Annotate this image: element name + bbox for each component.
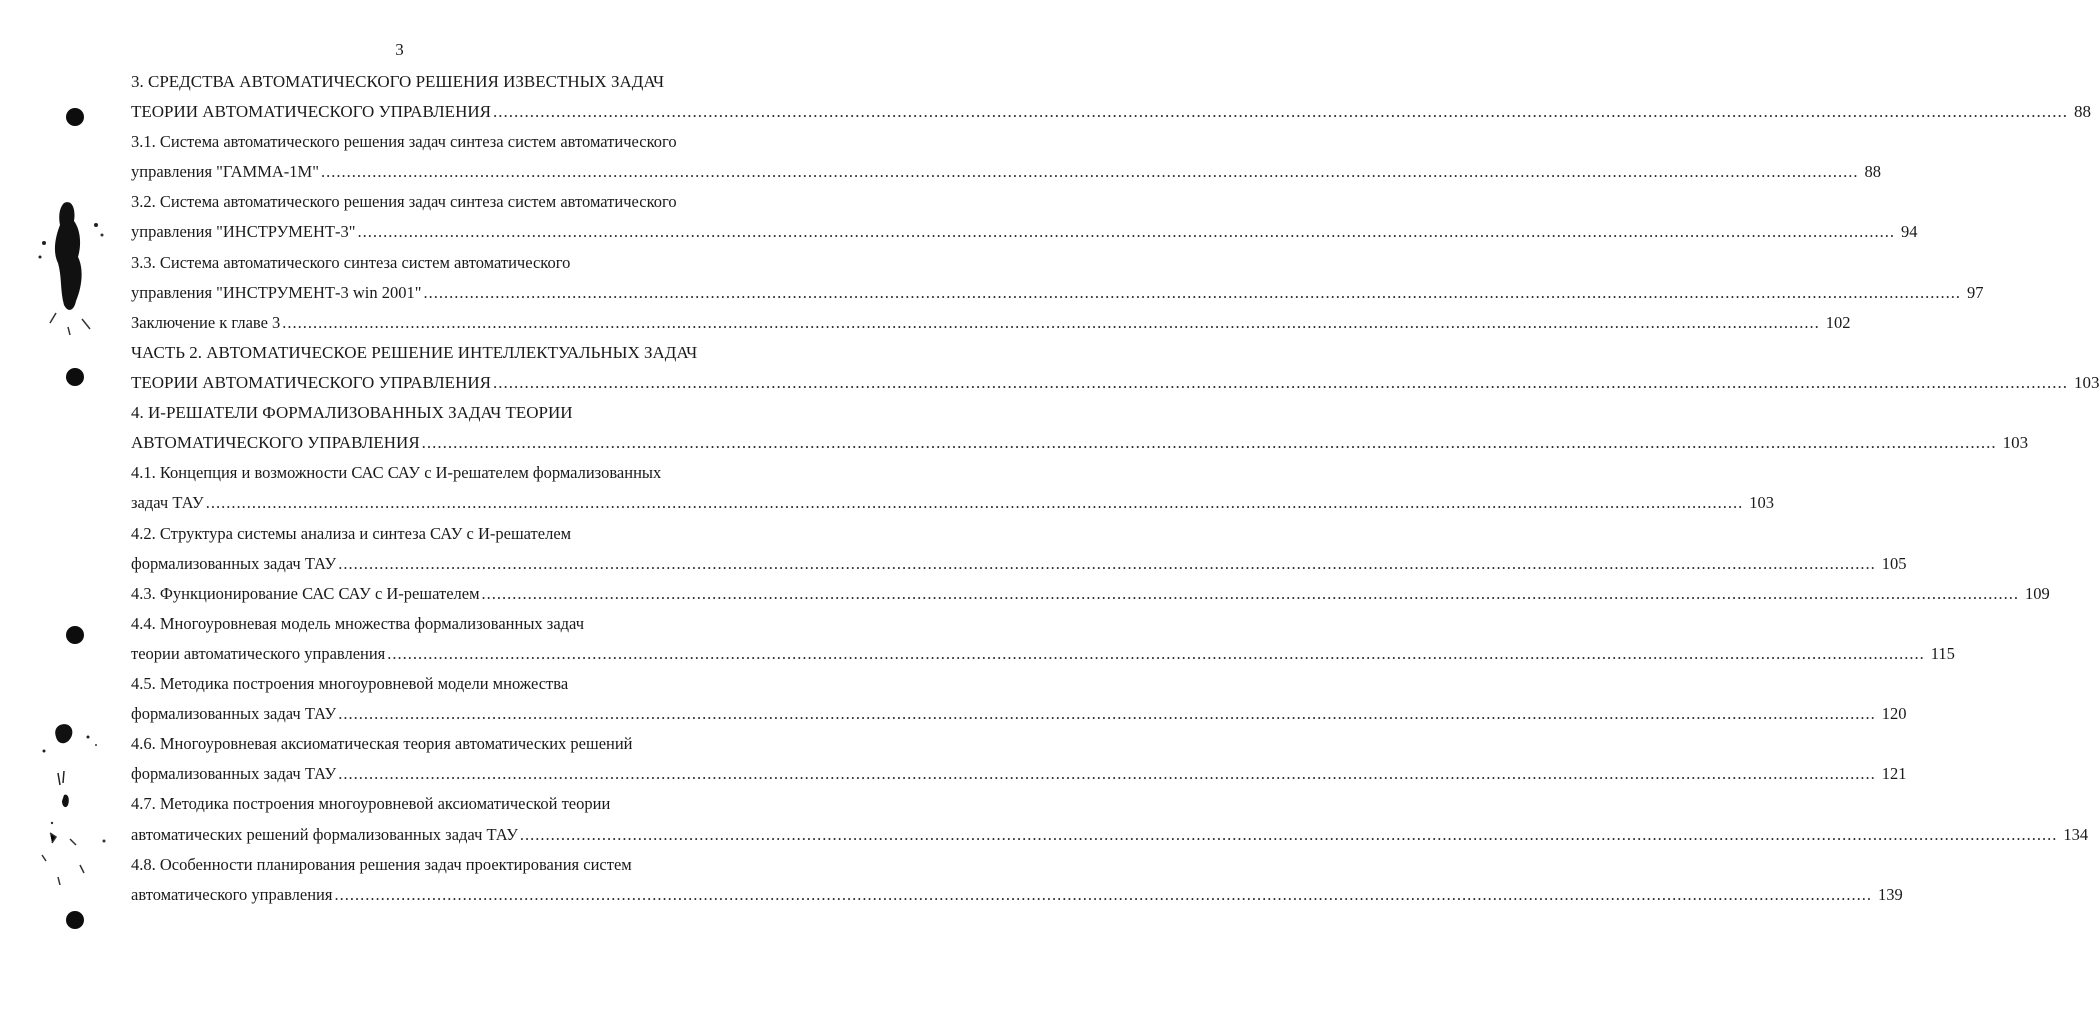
toc-page-number: 139 (1877, 885, 1903, 904)
leader-dots: ............................................................................................................................................................................................................................................................................................................ (421, 433, 1997, 452)
toc-page-number: 102 (1825, 313, 1851, 332)
leader-dots: ............................................................................................................................................................................................................................................................................................................ (492, 102, 2068, 121)
binder-hole (66, 626, 84, 644)
leader-dots: ............................................................................................................................................................................................................................................................................................................ (338, 704, 1876, 723)
leader-dots: ............................................................................................................................................................................................................................................................................................................ (492, 373, 2068, 392)
toc-entry-title: автоматических решений формализованных задач ТАУ (131, 825, 518, 844)
toc-entry-line: 4.4. Многоуровневая модель множества формализованных задач (131, 614, 585, 633)
toc-entry-line (131, 700, 1907, 728)
toc-entry-line (131, 218, 1918, 246)
toc-entry-line (131, 760, 1907, 788)
toc-entry-line (131, 158, 1881, 186)
toc-entry-line (131, 369, 2099, 397)
toc-page-number: 88 (2073, 102, 2091, 121)
toc-entry-line: ЧАСТЬ 2. АВТОМАТИЧЕСКОЕ РЕШЕНИЕ ИНТЕЛЛЕКТУАЛЬНЫХ ЗАДАЧ (131, 343, 698, 362)
toc-entry-title: 4.3. Функционирование САС САУ с И-решателем (131, 584, 480, 603)
toc-entry-title: управления "ГАММА-1М" (131, 162, 319, 181)
leader-dots: ............................................................................................................................................................................................................................................................................................................ (423, 283, 1961, 302)
toc-entry-title: формализованных задач ТАУ (131, 704, 337, 723)
toc-entry-title: управления "ИНСТРУМЕНТ-3 win 2001" (131, 283, 422, 302)
toc-page-number: 105 (1881, 554, 1907, 573)
toc-entry-title: Заключение к главе 3 (131, 313, 281, 332)
toc-page-number: 88 (1864, 162, 1881, 181)
toc-entry-title: теории автоматического управления (131, 644, 386, 663)
leader-dots: ............................................................................................................................................................................................................................................................................................................ (387, 644, 1925, 663)
leader-dots: ............................................................................................................................................................................................................................................................................................................ (205, 493, 1744, 512)
leader-dots: ............................................................................................................................................................................................................................................................................................................ (357, 222, 1895, 241)
toc-entry-line: 4.7. Методика построения многоуровневой аксиоматической теории (131, 794, 611, 813)
leader-dots: ............................................................................................................................................................................................................................................................................................................ (338, 554, 1876, 573)
toc-page-number: 134 (2063, 825, 2089, 844)
toc-page-number: 94 (1900, 222, 1918, 241)
toc-entry-line: 3.2. Система автоматического решения задач синтеза систем автоматического (131, 192, 677, 211)
toc-entry-title: ТЕОРИИ АВТОМАТИЧЕСКОГО УПРАВЛЕНИЯ (131, 102, 491, 121)
leader-dots: ............................................................................................................................................................................................................................................................................................................ (481, 584, 2020, 603)
toc-entry-title: ТЕОРИИ АВТОМАТИЧЕСКОГО УПРАВЛЕНИЯ (131, 373, 491, 392)
leader-dots: ............................................................................................................................................................................................................................................................................................................ (338, 764, 1876, 783)
toc-entry-line (131, 309, 1851, 337)
toc-page-number: 121 (1881, 764, 1907, 783)
leader-dots: ............................................................................................................................................................................................................................................................................................................ (282, 313, 1820, 332)
toc-entry-line (131, 279, 1984, 307)
toc-entry-line (131, 98, 2091, 126)
toc-entry-line: 4. И-РЕШАТЕЛИ ФОРМАЛИЗОВАННЫХ ЗАДАЧ ТЕОРИИ (131, 403, 573, 422)
toc-entry-line: 4.2. Структура системы анализа и синтеза САУ с И-решателем (131, 524, 572, 543)
toc-entry-line: 3.1. Система автоматического решения задач синтеза систем автоматического (131, 132, 677, 151)
toc-entry-line (131, 640, 1955, 668)
page-number: 3 (395, 40, 404, 59)
toc-page-number: 120 (1881, 704, 1907, 723)
ink-smudge (30, 715, 120, 895)
toc-entry-line (131, 489, 1774, 517)
toc-entry-line: 4.1. Концепция и возможности САС САУ с И-решателем формализованных (131, 463, 662, 482)
toc-entry-line: 3. СРЕДСТВА АВТОМАТИЧЕСКОГО РЕШЕНИЯ ИЗВЕСТНЫХ ЗАДАЧ (131, 72, 665, 91)
toc-page-number: 115 (1930, 644, 1955, 663)
toc-page-number: 103 (2073, 373, 2099, 392)
toc-entry-line (131, 881, 1903, 909)
toc-entry-title: формализованных задач ТАУ (131, 554, 337, 573)
toc-page-number: 103 (1749, 493, 1774, 512)
leader-dots: ............................................................................................................................................................................................................................................................................................................ (519, 825, 2058, 844)
toc-entry-line: 4.8. Особенности планирования решения задач проектирования систем (131, 855, 632, 874)
toc-entry-line (131, 580, 2050, 608)
toc-page-number: 109 (2025, 584, 2050, 603)
binder-hole (66, 108, 84, 126)
toc-entry-title: автоматического управления (131, 885, 333, 904)
leader-dots: ............................................................................................................................................................................................................................................................................................................ (334, 885, 1872, 904)
leader-dots: ............................................................................................................................................................................................................................................................................................................ (320, 162, 1859, 181)
toc-page-number: 97 (1966, 283, 1984, 302)
toc-entry-line: 4.5. Методика построения многоуровневой модели множества (131, 674, 569, 693)
toc-entry-line (131, 821, 2089, 849)
toc-entry-title: задач ТАУ (131, 493, 204, 512)
binder-hole (66, 911, 84, 929)
binder-hole (66, 368, 84, 386)
toc-entry-line: 4.6. Многоуровневая аксиоматическая теория автоматических решений (131, 734, 633, 753)
ink-smudge (30, 195, 120, 345)
toc-page-number: 103 (2002, 433, 2029, 452)
toc-entry-title: управления "ИНСТРУМЕНТ-3" (131, 222, 356, 241)
toc-entry-title: АВТОМАТИЧЕСКОГО УПРАВЛЕНИЯ (131, 433, 420, 452)
toc-entry-title: формализованных задач ТАУ (131, 764, 337, 783)
toc-entry-line (131, 429, 2029, 457)
toc-entry-line (131, 550, 1907, 578)
toc-entry-line: 3.3. Система автоматического синтеза систем автоматического (131, 253, 571, 272)
